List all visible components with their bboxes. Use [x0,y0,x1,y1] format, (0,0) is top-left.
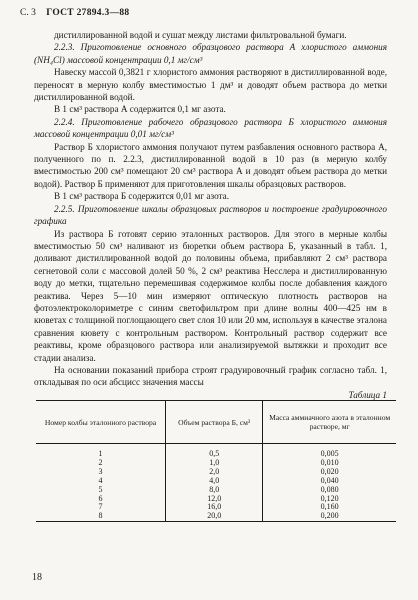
paragraph: На основании показаний прибора строят градуировочный график согласно табл. 1, откладывая по оси абсцисс значения массы [34,364,387,388]
page-header [20,8,129,18]
cell-volume: 1,0 [166,459,263,468]
cell-volume: 0,5 [166,444,263,459]
table-caption: Таблица 1 [348,389,387,400]
cell-flask: 8 [36,512,166,521]
cell-flask: 2 [98,457,103,467]
cell-volume: 20,0 [166,512,263,521]
cell-volume: 8,0 [166,486,263,495]
cell-mass: 0,005 [263,444,396,459]
cell-flask: 5 [98,484,103,494]
paragraph: дистиллированной водой и сушат между листами фильтровальной бумаги. [54,30,347,40]
cell-volume: 12,0 [166,495,263,504]
table-header-row [36,401,396,444]
paragraph: Раствор Б хлористого аммония получают путем разбавления основного раствора А, полученного по п. 2.2.3, дистиллированной водой в 10 раз (в мерную колбу вместимостью 200 см³ помещают 20 см³ раствора А и доводят объем раствора до метки водой). Раствор Б применяют для приготовления шкалы образцовых растворов. [34,141,387,189]
section-heading-2-2-4: 2.2.4. Приготовление рабочего образцового раствора Б хлористого аммония массовой концентрации 0,01 мг/см³ [34,116,387,140]
cell-flask: 1 [98,449,103,458]
cell-flask: 7 [98,502,103,512]
cell-flask: 3 [98,466,103,476]
standard-code: ГОСТ 27894.3—88 [46,8,130,18]
cell-mass: 0,020 [263,468,396,477]
cell-mass: 0,200 [263,512,396,521]
cell-mass: 0,040 [263,477,396,486]
cell-volume: 16,0 [166,503,263,512]
paragraph: В 1 см³ раствора А содержится 0,1 мг азота. [54,104,226,115]
column-header-nitrogen-mass: Масса аммиачного азота в эталонном растворе, мг [263,401,396,444]
table-row [36,444,396,459]
cell-flask: 6 [98,493,103,503]
column-header-flask-number: Номер колбы эталонного раствора [36,401,166,444]
cell-mass: 0,010 [263,459,396,468]
page-number: 18 [32,572,42,583]
table-1 [36,400,396,522]
cell-mass: 0,160 [263,503,396,512]
paragraph: Из раствора Б готовят серию эталонных растворов. Для этого в мерные колбы вместимостью 50 см³ наливают из бюретки объем раствора Б, указанный в табл. 1, доливают дистиллированной водой до половины объема, прибавляют 2 см³ раствора сегнетовой соли с массовой долей 50 %, 2 см³ реактива Несслера и дистиллированную воду до метки, тщательно перемешивая содержимое колбы после добавления каждого реактива. Через 5—10 мин измеряют оптическую плотность растворов на фотоэлектроколориметре с синим светофильтром при длине волны 400—425 нм в кюветах с толщиной поглощающего свет слоя 10 или 20 мм, используя в качестве эталона сравнения кювету с контрольным раствором. Контрольный раствор содержит все реактивы, кроме образцового раствора или анализируемой вытяжки и проходит все стадии анализа. [34,228,387,363]
table-row [36,512,396,521]
section-heading-2-2-3: 2.2.3. Приготовление основного образцового раствора А хлористого аммония (NH₄Cl) массовой концентрации 0,1 мг/см³ [34,42,387,65]
cell-flask: 4 [98,475,103,485]
document-body [34,29,387,401]
cell-mass: 0,080 [263,486,396,495]
cell-volume: 2,0 [166,468,263,477]
paragraph: Навеску массой 0,3821 г хлористого аммония растворяют в дистиллированной воде, переносят в мерную колбу вместимостью 1 дм³ и доводят объем раствора до метки дистиллированной водой. [34,67,387,103]
page-label: С. 3 [20,8,36,18]
paragraph: В 1 см³ раствора Б содержится 0,01 мг азота. [54,191,230,202]
column-header-volume: Объем раствора Б, см³ [166,401,263,444]
cell-volume: 4,0 [166,477,263,486]
section-heading-2-2-5: 2.2.5. Приготовление шкалы образцовых растворов и построение градуировочного графика [34,203,387,227]
cell-mass: 0,120 [263,495,396,504]
